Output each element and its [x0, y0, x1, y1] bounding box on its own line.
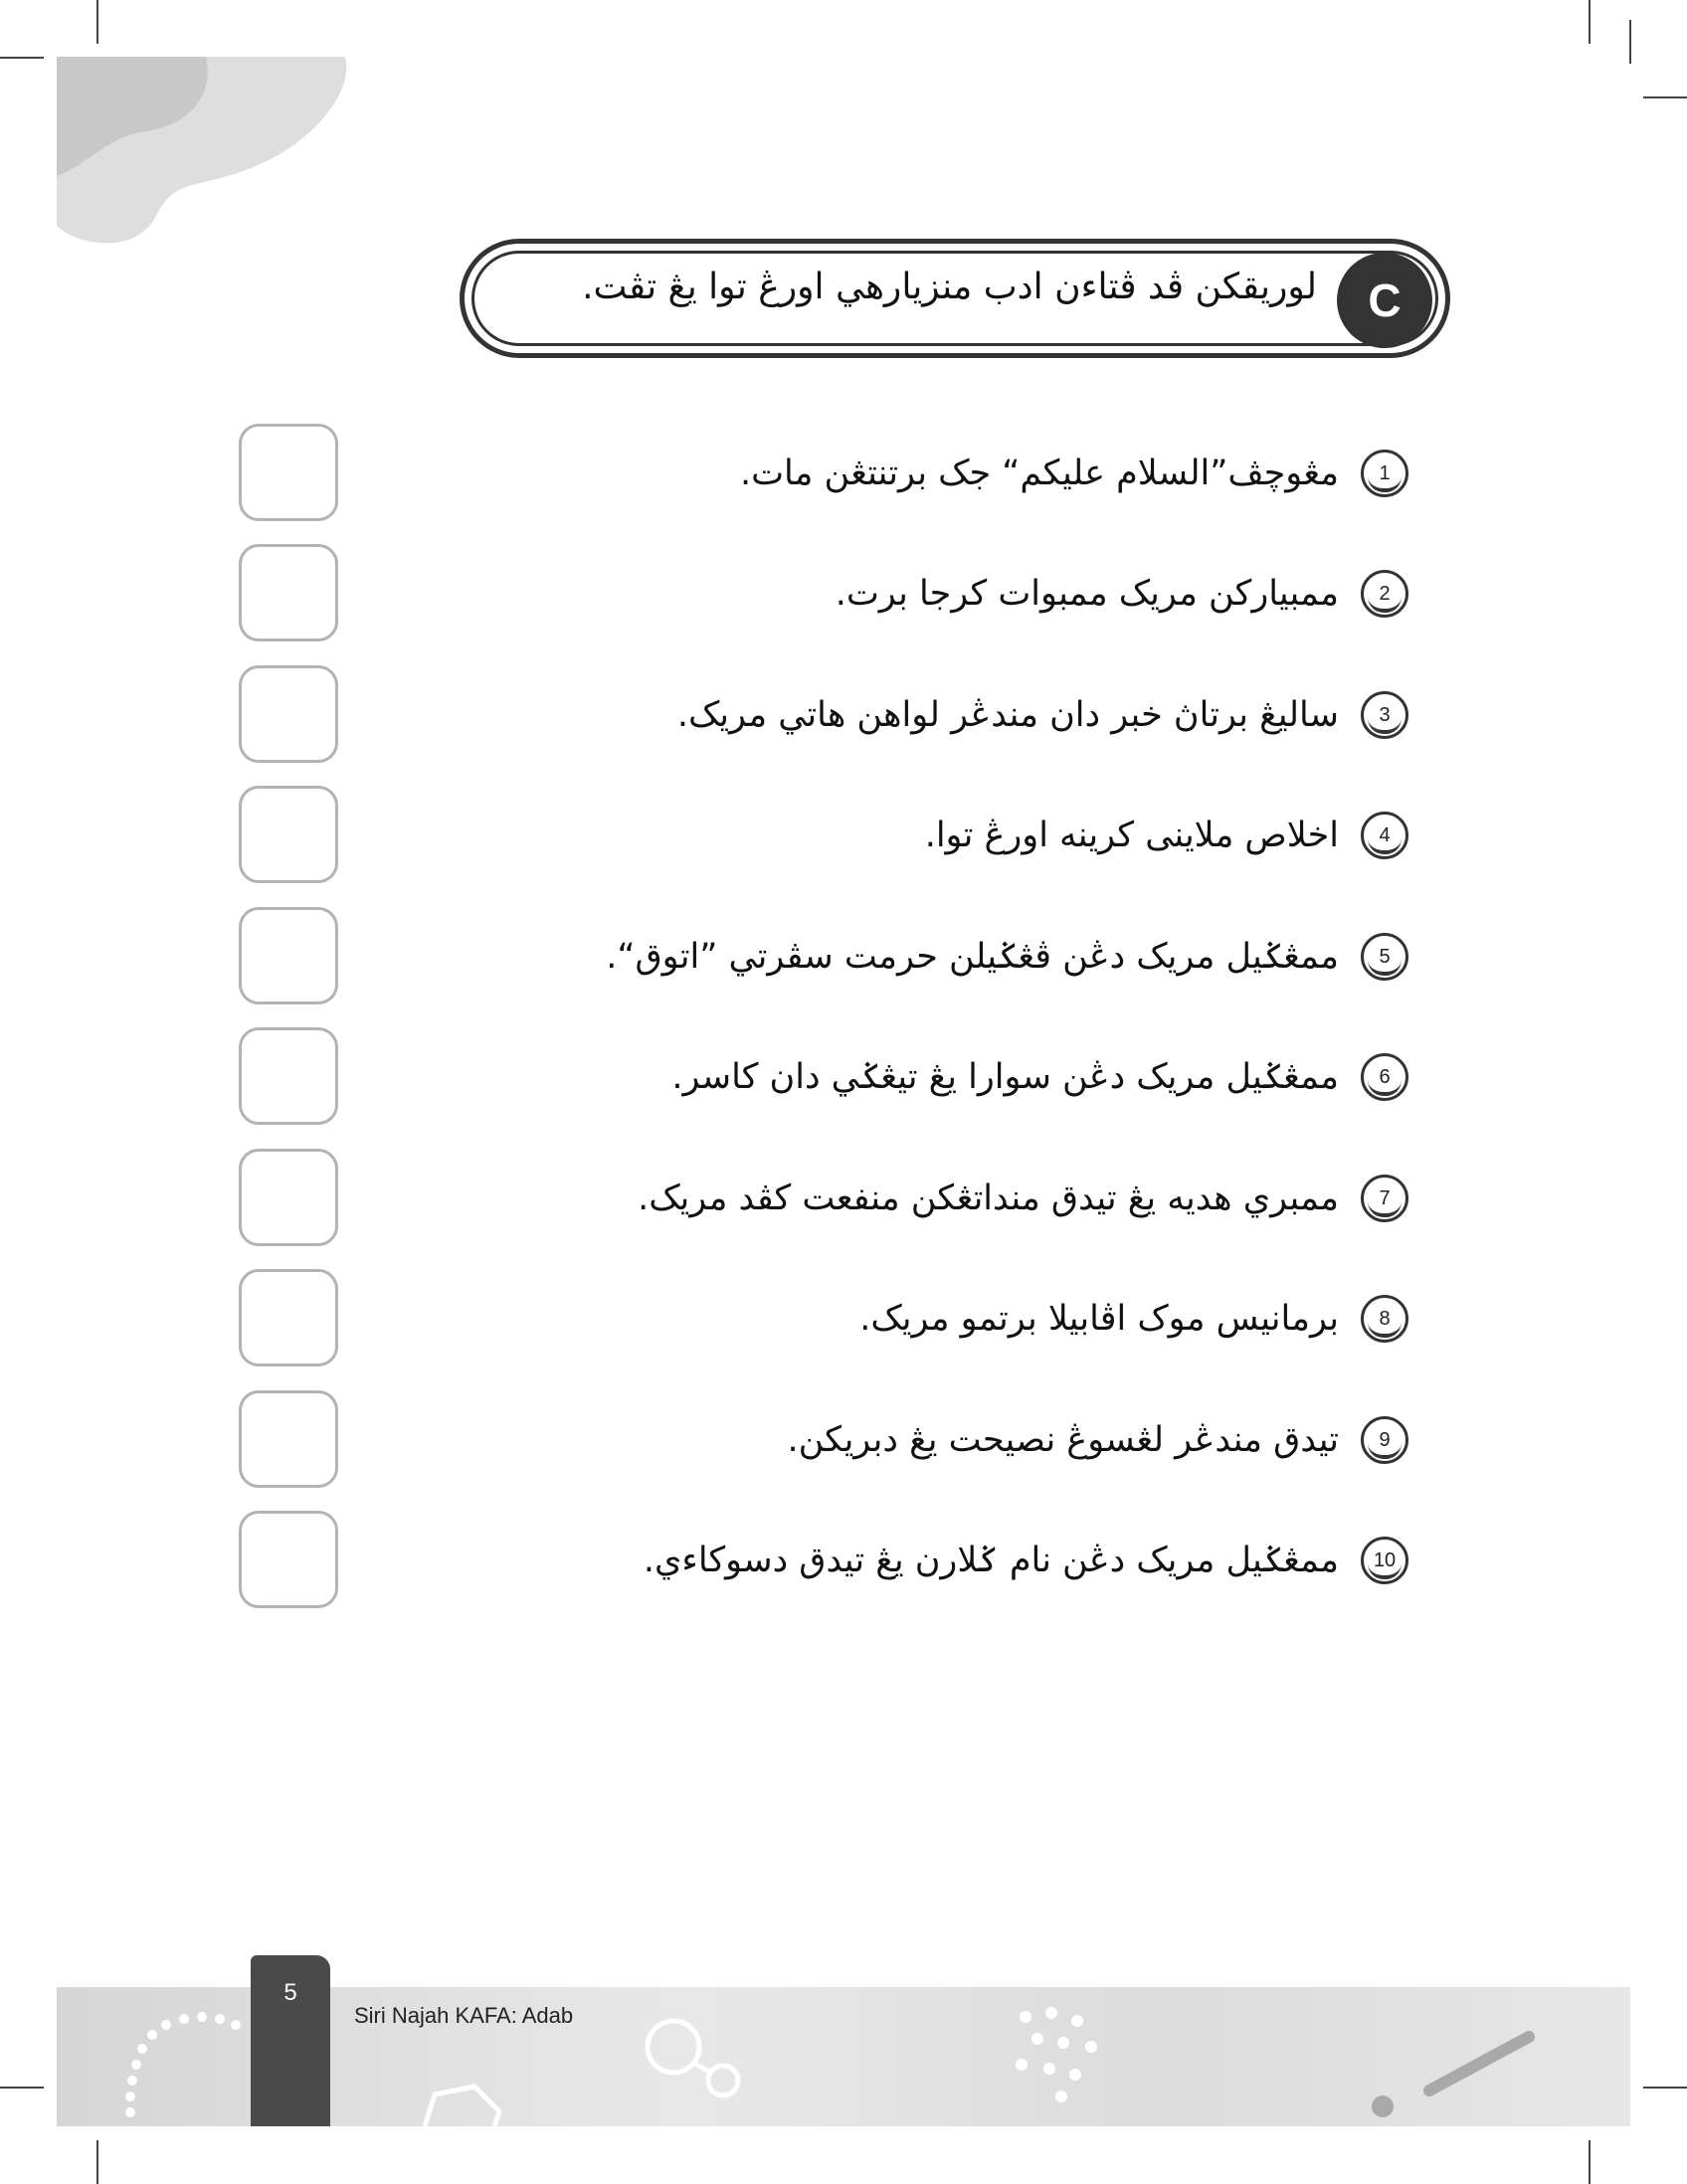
statement-text: ممڠݢيل مريک دڠن سوارا يڠ تيڠݢي دان کاسر. — [671, 1057, 1339, 1097]
item-number-badge: 9 — [1361, 1416, 1408, 1464]
item-number-badge: 6 — [1361, 1053, 1408, 1101]
statement-text: تيدق مندڠر لڠسوڠ نصيحت يڠ دبريکن. — [787, 1420, 1339, 1460]
statement-item — [314, 685, 1408, 745]
instruction-text: لوريقكن ڤد ڤتاءن ادب منزيارهي اورڠ توا يڠ تڤت. — [582, 267, 1317, 307]
statement-item — [314, 1410, 1408, 1470]
statement-item — [314, 1047, 1408, 1107]
item-number-badge: 3 — [1361, 691, 1408, 739]
statement-item — [314, 927, 1408, 987]
crop-mark — [0, 2087, 44, 2089]
crop-mark — [1589, 2140, 1591, 2184]
statement-item — [314, 1289, 1408, 1349]
statement-text: اخلاص ملاينى كرينه اورڠ توا. — [924, 816, 1339, 855]
statement-text: ممبيارکن مريک ممبوات کرجا برت. — [835, 574, 1339, 614]
crop-mark — [1629, 20, 1631, 64]
statement-text: ساليڠ برتاڽ خبر دان مندڠر لواهن هاتي مريک. — [676, 695, 1339, 735]
crop-mark — [1643, 96, 1687, 98]
decorative-blob — [57, 57, 355, 246]
statement-text: ممبري هديه يڠ تيدق منداتڠکن منفعت کڤد مريک. — [638, 1179, 1339, 1218]
statement-text: ممڠݢيل مريک دڠن ڤڠݢيلن حرمت سڤرتي ”اتوق“. — [606, 937, 1339, 977]
statement-item — [314, 444, 1408, 503]
statement-text: برمانيس موک اڤابيلا برتمو مريک. — [859, 1299, 1339, 1339]
item-number-badge: 8 — [1361, 1295, 1408, 1343]
item-number-badge: 5 — [1361, 933, 1408, 981]
statement-item — [314, 806, 1408, 865]
crop-mark — [1643, 2087, 1687, 2089]
crop-mark — [0, 57, 44, 59]
item-number-badge: 2 — [1361, 570, 1408, 618]
item-number-badge: 1 — [1361, 450, 1408, 497]
statement-item — [314, 1531, 1408, 1590]
statement-text: مڠوچڤ”السلام عليكم“ جک برتنتڠن مات. — [739, 454, 1339, 493]
statement-text: ممڠݢيل مريک دڠن نام ݢلارن يڠ تيدق دسوکاءي. — [643, 1541, 1339, 1580]
item-number-badge: 7 — [1361, 1175, 1408, 1222]
crop-mark — [96, 2140, 98, 2184]
item-number-badge: 4 — [1361, 812, 1408, 859]
statement-item — [314, 1169, 1408, 1228]
page-number: 5 — [283, 1979, 297, 2006]
item-number-badge: 10 — [1361, 1537, 1408, 1584]
section-badge: C — [1337, 253, 1432, 348]
crop-mark — [1589, 0, 1591, 44]
crop-mark — [96, 0, 98, 44]
statement-item — [314, 564, 1408, 624]
series-title: Siri Najah KAFA: Adab — [354, 2003, 574, 2028]
